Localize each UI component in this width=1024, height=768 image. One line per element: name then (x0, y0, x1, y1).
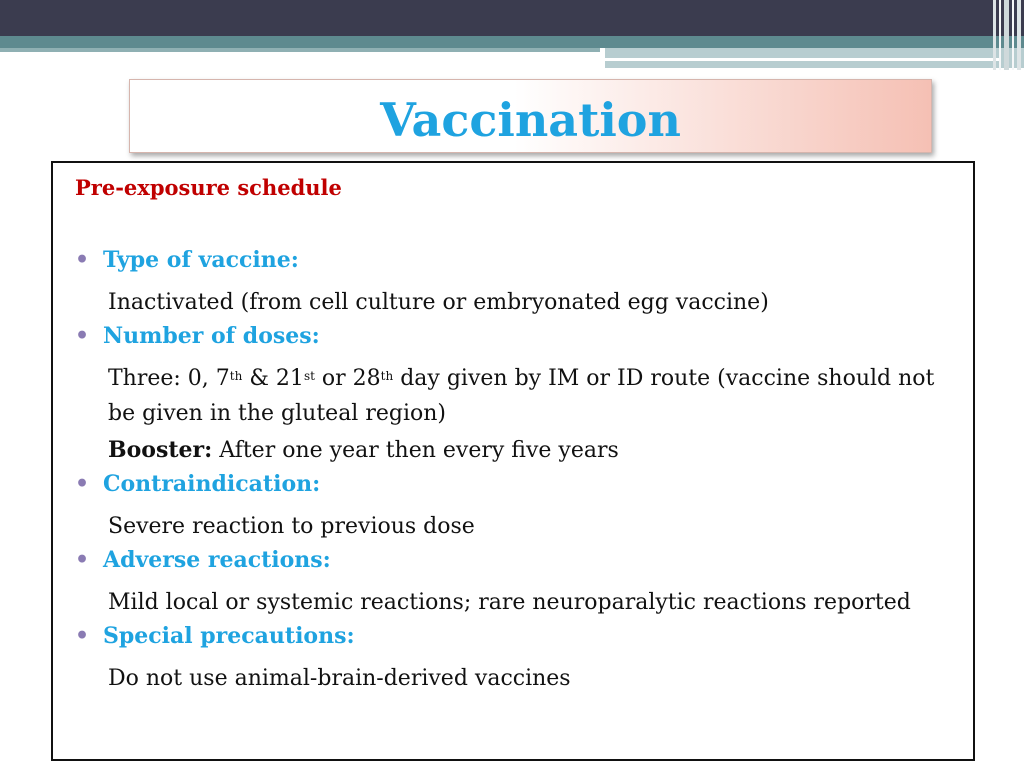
header-deco-strip-3 (1004, 0, 1009, 70)
heading-row (75, 547, 965, 585)
header-deco-strip-2 (999, 0, 1001, 70)
bullet-icon: • (75, 323, 90, 349)
list-item-adverse-reactions (75, 547, 965, 620)
section-heading: Number of doses: (103, 323, 320, 349)
heading-row (75, 471, 965, 509)
list-item-number-of-doses (75, 323, 965, 468)
section-text: Severe reaction to previous dose (108, 514, 475, 539)
section-heading: Contraindication: (103, 471, 321, 497)
heading-row (75, 623, 965, 661)
booster-label: Booster: (108, 437, 213, 463)
header-band-right-line (605, 58, 1000, 61)
header-band-teal-lower (0, 48, 600, 52)
bullet-icon: • (75, 623, 90, 649)
booster-text (108, 433, 965, 468)
section-heading: Special precautions: (103, 623, 355, 649)
doses-sup-2: st (303, 369, 315, 383)
schedule-list (75, 247, 965, 696)
header-band-teal (0, 36, 1024, 48)
section-text: Mild local or systemic reactions; rare neuroparalytic reactions reported (108, 590, 911, 615)
doses-text (108, 361, 965, 431)
bullet-icon: • (75, 471, 90, 497)
heading-row (75, 323, 965, 361)
doses-or: or 28 (314, 366, 381, 391)
schedule-subtitle: Pre-exposure schedule (75, 175, 342, 200)
doses-sup-1: th (229, 369, 243, 383)
header-deco-strip-5 (1017, 0, 1021, 70)
list-item-contraindication (75, 471, 965, 544)
section-heading: Adverse reactions: (103, 547, 331, 573)
header-deco-strip-4 (1012, 0, 1014, 70)
section-text: Do not use animal-brain-derived vaccines (108, 666, 571, 691)
section-heading: Type of vaccine: (103, 247, 299, 273)
doses-lead: Three: 0, 7 (108, 366, 230, 391)
slide-title: Vaccination (380, 93, 681, 147)
section-text: Inactivated (from cell culture or embryonated egg vaccine) (108, 290, 769, 315)
title-box (129, 79, 932, 153)
content-box (51, 161, 975, 761)
doses-rest: day given by IM or ID route (vaccine should not be given in the gluteal region) (108, 366, 935, 426)
heading-row (75, 247, 965, 285)
doses-amp: & 21 (242, 366, 304, 391)
list-item-special-precautions (75, 623, 965, 696)
bullet-icon: • (75, 247, 90, 273)
doses-sup-3: th (380, 369, 394, 383)
header-band-dark (0, 0, 1024, 36)
list-item-type-of-vaccine (75, 247, 965, 320)
bullet-icon: • (75, 547, 90, 573)
header-deco-strip-1 (993, 0, 996, 70)
booster-value: After one year then every five years (212, 438, 619, 463)
